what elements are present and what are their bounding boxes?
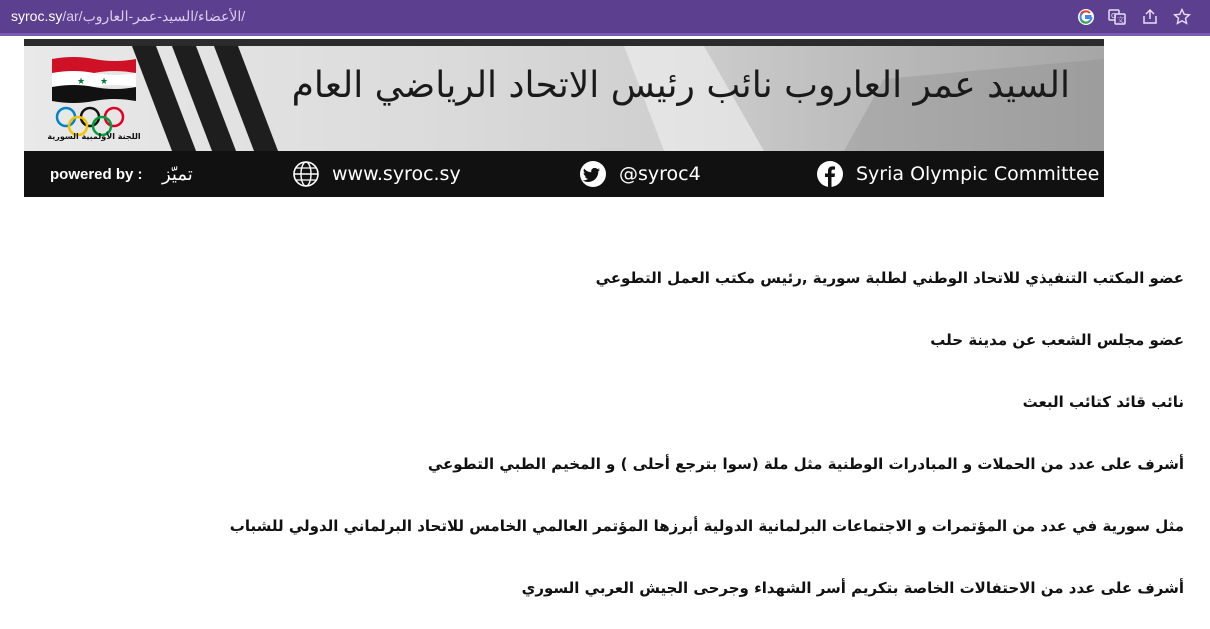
star-icon[interactable] <box>1173 8 1191 26</box>
powered-by-label: powered by : <box>50 165 143 183</box>
svg-text:★: ★ <box>100 77 109 87</box>
address-bar[interactable] <box>11 8 245 25</box>
bio-paragraph: عضو مجلس الشعب عن مدينة حلب <box>930 331 1184 349</box>
biography-list <box>184 255 1184 627</box>
website-text: www.syroc.sy <box>332 163 461 185</box>
svg-text:G: G <box>1111 12 1117 20</box>
facebook-page-name: Syria Olympic Committee <box>856 163 1100 185</box>
svg-text:★: ★ <box>77 77 86 87</box>
google-icon[interactable] <box>1077 8 1095 26</box>
brand-logo-text: تميّز <box>162 163 193 185</box>
browser-toolbar <box>0 0 1210 36</box>
url-host: syroc.sy <box>11 8 63 24</box>
bio-paragraph: أشرف على عدد من الحملات و المبادرات الوطنية مثل ملة (سوا بترجع أحلى ) و المخيم الطبي التطوعي <box>427 455 1184 473</box>
globe-icon <box>292 160 320 188</box>
twitter-icon <box>579 160 607 188</box>
logo-caption: اللجنة الأولمبية السورية <box>47 132 141 141</box>
svg-text:文: 文 <box>1117 16 1124 24</box>
bio-paragraph: نائب قائد كتائب البعث <box>1022 393 1184 411</box>
twitter-link[interactable] <box>579 151 701 197</box>
facebook-link[interactable] <box>816 151 1099 197</box>
bio-paragraph: أشرف على عدد من الاحتفالات الخاصة بتكريم أسر الشهداء وجرحى الجيش العربي السوري <box>521 579 1184 597</box>
share-icon[interactable] <box>1141 8 1159 26</box>
facebook-icon <box>816 160 844 188</box>
bio-paragraph: عضو المكتب التنفيذي للاتحاد الوطني لطلبة سورية ,رئيس مكتب العمل التطوعي <box>595 269 1184 287</box>
url-path: /ar/الأعضاء/السيد-عمر-العاروب/ <box>62 8 246 24</box>
website-link[interactable] <box>292 151 461 197</box>
bio-paragraph: مثل سورية في عدد من المؤتمرات و الاجتماعات البرلمانية الدولية أبرزها المؤتمر العالمي الخامس للاتحاد البرلماني الدولي للشباب <box>229 517 1184 535</box>
twitter-handle: @syroc4 <box>619 163 701 185</box>
translate-icon[interactable] <box>1108 8 1126 26</box>
page-banner <box>24 39 1104 197</box>
social-bar <box>24 151 1104 197</box>
banner-title: السيد عمر العاروب نائب رئيس الاتحاد الرياضي العام <box>291 65 1070 106</box>
